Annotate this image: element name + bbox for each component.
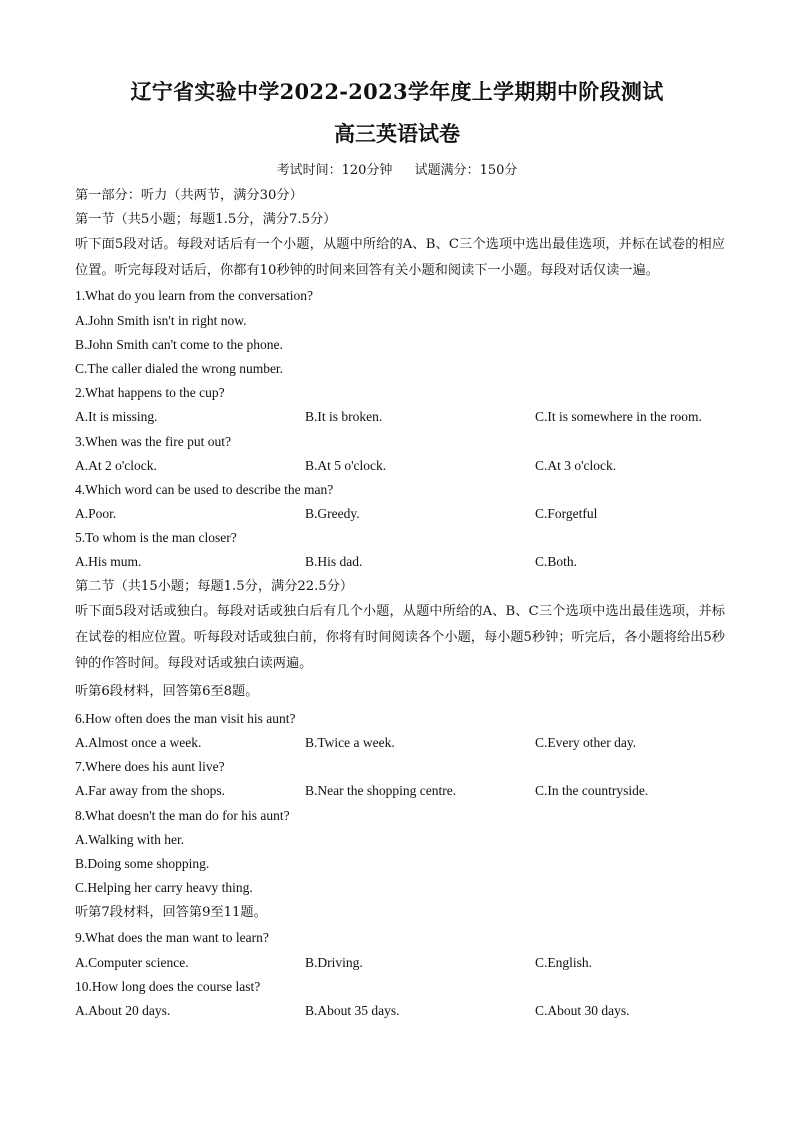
option-9c: C.English. <box>535 954 593 970</box>
exam-subtitle: 高三英语试卷 <box>334 121 460 146</box>
section2-instructions: 听下面5段对话或独白。每段对话或独白后有几个小题，从题中所给的A、B、C三个选项中选出最佳选项，并标在试卷的相应位置。听每段对话或独白前，你将有时间阅读各个小题，每小题5秒钟；听完后，各小题将给出5秒钟的作答时间。每段对话或独白读两遍。 <box>75 603 725 671</box>
option-9b: B.Driving. <box>305 954 363 970</box>
option-2a: A.It is missing. <box>75 409 158 425</box>
section1-heading: 第一节（共5小题；每题1.5分，满分7.5分） <box>75 212 337 228</box>
option-3a: A.At 2 o'clock. <box>75 457 157 473</box>
option-1c: C.The caller dialed the wrong number. <box>75 360 284 376</box>
exam-title: 辽宁省实验中学2022-2023学年度上学期期中阶段测试 <box>130 79 664 104</box>
options-9 <box>75 951 725 975</box>
full-score: 试题满分：150分 <box>414 163 518 178</box>
material-6-note: 听第6段材料，回答第6至8题。 <box>75 683 259 699</box>
option-1b: B.John Smith can't come to the phone. <box>75 336 283 352</box>
option-8b: B.Doing some shopping. <box>75 855 210 871</box>
option-8a: A.Walking with her. <box>75 831 185 847</box>
option-8c: C.Helping her carry heavy thing. <box>75 880 253 896</box>
options-2 <box>75 405 725 429</box>
option-9a: A.Computer science. <box>75 954 189 970</box>
option-10a: A.About 20 days. <box>75 1002 171 1018</box>
question-5: 5.To whom is the man closer? <box>75 530 237 546</box>
options-3 <box>75 454 725 478</box>
material-7-note: 听第7段材料，回答第9至11题。 <box>75 905 267 921</box>
option-6b: B.Twice a week. <box>305 735 395 750</box>
options-5 <box>75 550 725 574</box>
options-10 <box>75 999 725 1023</box>
question-3: 3.When was the fire put out? <box>75 433 231 449</box>
question-1: 1.What do you learn from the conversation? <box>75 288 314 304</box>
question-9: 9.What does the man want to learn? <box>75 930 269 946</box>
option-7c: C.In the countryside. <box>535 783 649 799</box>
exam-meta <box>0 159 794 178</box>
option-7a: A.Far away from the shops. <box>75 783 225 799</box>
exam-time: 考试时间：120分钟 <box>276 163 393 178</box>
option-7b: B.Near the shopping centre. <box>305 783 457 799</box>
question-6: 6.How often does the man visit his aunt? <box>75 710 296 726</box>
option-5c: C.Both. <box>535 554 578 570</box>
option-4a: A.Poor. <box>75 506 117 522</box>
options-7 <box>75 779 725 803</box>
option-6c: C.Every other day. <box>535 735 637 750</box>
option-4b: B.Greedy. <box>305 506 360 522</box>
options-6 <box>75 731 725 755</box>
question-7: 7.Where does his aunt live? <box>75 759 225 775</box>
option-10c: C.About 30 days. <box>535 1002 630 1018</box>
option-2b: B.It is broken. <box>305 409 383 425</box>
section2-heading: 第二节（共15小题；每题1.5分，满分22.5分） <box>75 578 354 594</box>
option-3b: B.At 5 o'clock. <box>305 457 387 473</box>
option-3c: C.At 3 o'clock. <box>535 457 617 473</box>
question-4: 4.Which word can be used to describe the man? <box>75 481 334 497</box>
option-5a: A.His mum. <box>75 554 142 570</box>
option-1a: A.John Smith isn't in right now. <box>75 312 247 328</box>
question-8: 8.What doesn't the man do for his aunt? <box>75 807 290 823</box>
option-5b: B.His dad. <box>305 554 363 570</box>
exam-content <box>75 184 725 1023</box>
options-4 <box>75 502 725 526</box>
part1-heading: 第一部分：听力（共两节，满分30分） <box>75 188 303 203</box>
option-4c: C.Forgetful <box>535 506 598 522</box>
option-10b: B.About 35 days. <box>305 1002 400 1018</box>
option-6a: A.Almost once a week. <box>75 735 202 750</box>
question-2: 2.What happens to the cup? <box>75 385 225 401</box>
question-10: 10.How long does the course last? <box>75 978 261 994</box>
option-2c: C.It is somewhere in the room. <box>535 409 702 425</box>
section1-instructions: 听下面5段对话。每段对话后有一个小题，从题中所给的A、B、C三个选项中选出最佳选项，并标在试卷的相应位置。听完每段对话后，你都有10秒钟的时间来回答有关小题和阅读下一小题。每段对话仅读一遍。 <box>75 237 725 279</box>
